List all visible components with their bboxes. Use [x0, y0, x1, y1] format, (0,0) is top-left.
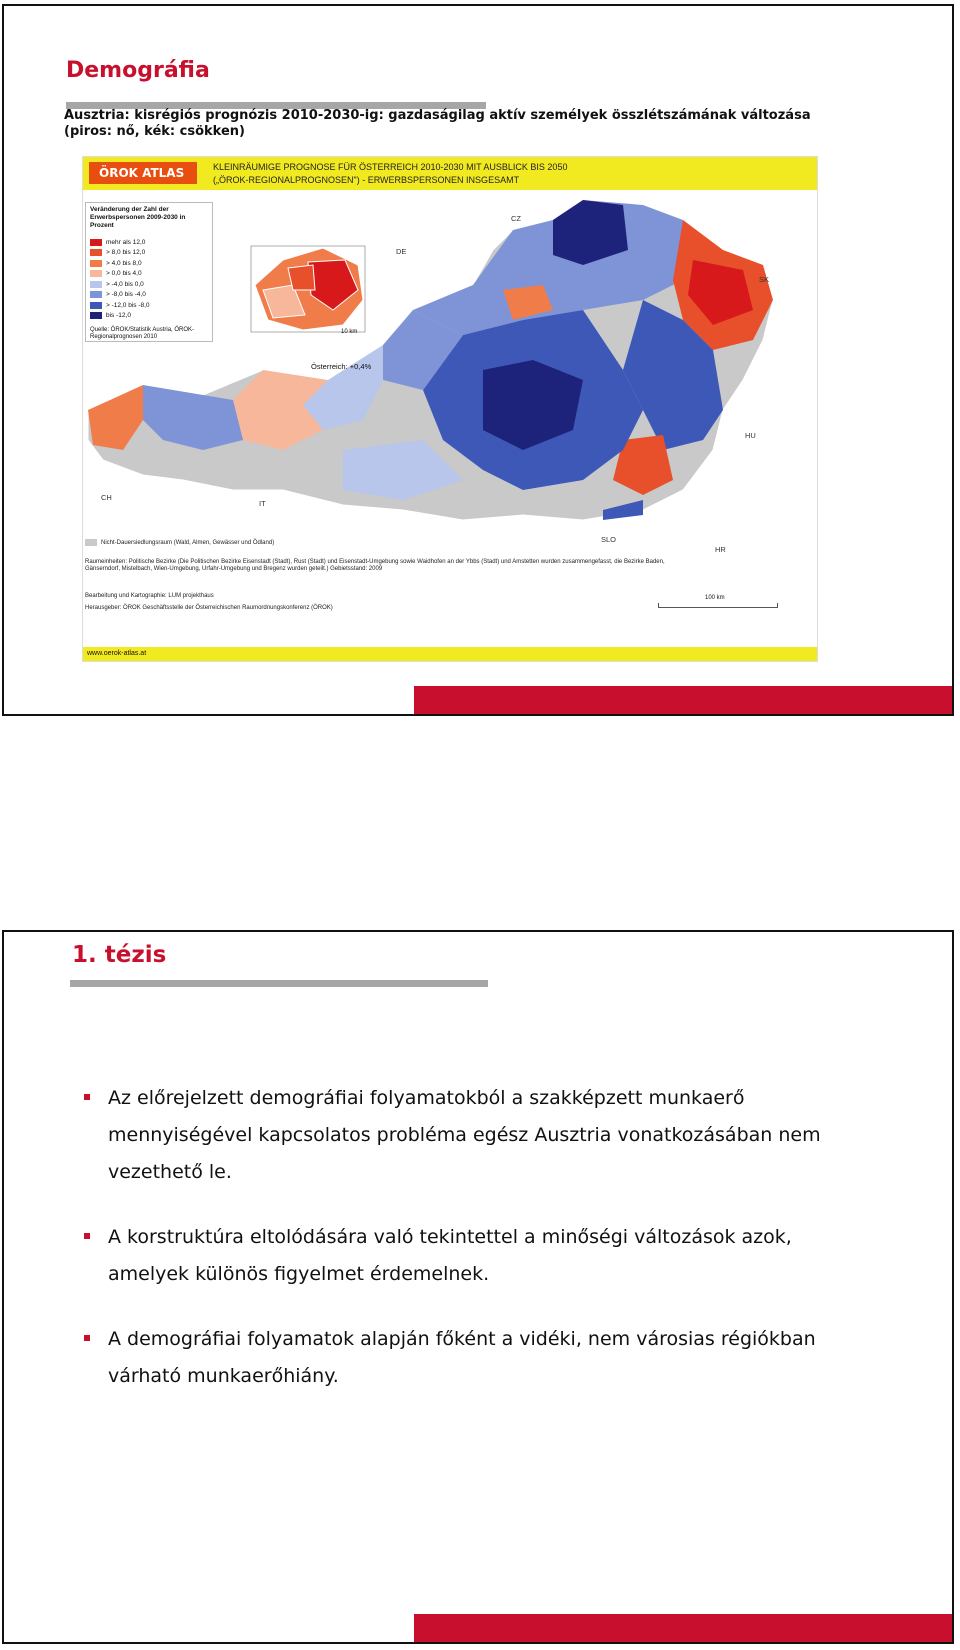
austria-prognosis-map: [82, 156, 818, 662]
footer-accent-bar: [414, 686, 952, 714]
legend-label: > -12,0 bis -8,0: [106, 301, 150, 309]
nondwelling-swatch: [85, 539, 97, 546]
legend-item: [90, 248, 150, 259]
bullet-text: Az előrejelzett demográfiai folyamatokból a szakképzett munkaerő mennyiségével kapcsolatos probléma egész Ausztria vonatkozásában nem vezethető le.: [108, 1087, 821, 1183]
legend-label: > 8,0 bis 12,0: [106, 249, 146, 257]
atlas-url: www.oerok-atlas.at: [87, 650, 147, 657]
map-header-line1: KLEINRÄUMIGE PROGNOSE FÜR ÖSTERREICH 2010-2030 MIT AUSBLICK BIS 2050: [213, 162, 568, 172]
legend-label: bis -12,0: [106, 312, 131, 320]
legend-item: [90, 311, 150, 322]
bullet-marker: [84, 1233, 90, 1239]
bullet-item: [84, 1219, 874, 1293]
legend-item: [90, 290, 150, 301]
herausgeber-note: Herausgeber: ÖROK Geschäftsstelle der Österreichischen Raumordnungskonferenz (ÖROK): [85, 605, 333, 611]
scale-bar: [658, 603, 778, 608]
legend-items: [90, 237, 150, 321]
footer-accent-bar: [414, 1614, 952, 1642]
bullet-text: A demográfiai folyamatok alapján főként a vidéki, nem városias régiókban várható munkaerőhiány.: [108, 1328, 816, 1387]
map-legend: [85, 202, 213, 342]
country-label-ch: CH: [101, 493, 112, 502]
legend-swatch: [90, 270, 102, 277]
map-footer: [83, 647, 817, 661]
vienna-inset: [253, 248, 363, 330]
bullet-text: A korstruktúra eltolódására való tekintettel a minőségi változások azok, amelyek különös figyelmet érdemelnek.: [108, 1226, 792, 1285]
legend-title: Veränderung der Zahl der Erwerbspersonen 2009-2030 in Prozent: [90, 206, 186, 229]
title-rule: [70, 980, 488, 987]
country-label-sk: SK: [759, 275, 770, 284]
legend-label: > -4,0 bis 0,0: [106, 280, 144, 288]
legend-source: Quelle: ÖROK/Statistik Austria, ÖROK-Regionalprognosen 2010: [90, 327, 195, 340]
inset-scale-label: 10 km: [341, 329, 358, 335]
legend-swatch: [90, 312, 102, 319]
legend-label: > -8,0 bis -4,0: [106, 291, 146, 299]
orok-atlas-logo: ÖROK ATLAS: [89, 162, 197, 184]
country-label-de: DE: [396, 247, 407, 256]
legend-swatch: [90, 239, 102, 246]
slide-title: Demográfia: [66, 58, 210, 83]
country-label-cz: CZ: [511, 214, 521, 223]
slide-title: 1. tézis: [72, 942, 167, 968]
map-header-line2: („ÖROK-REGIONALPROGNOSEN") - ERWERBSPERSONEN INSGESAMT: [213, 175, 520, 185]
legend-swatch: [90, 302, 102, 309]
nondwelling-legend: Nicht-Dauersiedlungsraum (Wald, Almen, Gewässer und Ödland): [85, 539, 805, 547]
legend-swatch: [90, 249, 102, 256]
bullet-list: [84, 1080, 874, 1423]
country-label-slo: SLO: [601, 535, 617, 544]
bearbeitung-note: Bearbeitung und Kartographie: LUM projekthaus: [85, 593, 214, 599]
slide-tezis: [2, 930, 954, 1644]
raumeinheiten-note: Raumeinheiten: Politische Bezirke (Die Politischen Bezirke Eisenstadt (Stadt), Rust (Stadt) und Eisenstadt-Umgebung sowie Waidhofen an der Ybbs (Stadt) und Amstetten wurden zusammengefasst, die Bezirke Baden, Gänserndorf, Mistelbach, Wien-Umgebung, Urfahr-Umgebung und Bregenz wurden geteilt.) Gebietsstand: 2009: [85, 559, 665, 572]
scale-label: 100 km: [705, 595, 725, 601]
legend-item: [90, 300, 150, 311]
bullet-marker: [84, 1094, 90, 1100]
legend-label: mehr als 12,0: [106, 238, 146, 246]
legend-item: [90, 279, 150, 290]
austria-total-label: Österreich: +0,4%: [311, 362, 372, 371]
legend-swatch: [90, 281, 102, 288]
slide-demografia: [2, 4, 954, 716]
bullet-item: [84, 1321, 874, 1395]
legend-item: [90, 237, 150, 248]
legend-item: [90, 269, 150, 280]
country-label-it: IT: [259, 499, 266, 508]
country-label-hu: HU: [745, 431, 756, 440]
slide-subtitle: Ausztria: kisrégiós prognózis 2010-2030-ig: gazdaságilag aktív személyek összlétszámának változása (piros: nő, kék: csökken): [64, 108, 811, 139]
legend-label: > 0,0 bis 4,0: [106, 270, 142, 278]
legend-swatch: [90, 260, 102, 267]
bullet-marker: [84, 1335, 90, 1341]
map-header: [83, 157, 817, 190]
legend-item: [90, 258, 150, 269]
country-label-hr: HR: [715, 545, 726, 554]
legend-swatch: [90, 291, 102, 298]
legend-label: > 4,0 bis 8,0: [106, 259, 142, 267]
bullet-item: [84, 1080, 874, 1191]
